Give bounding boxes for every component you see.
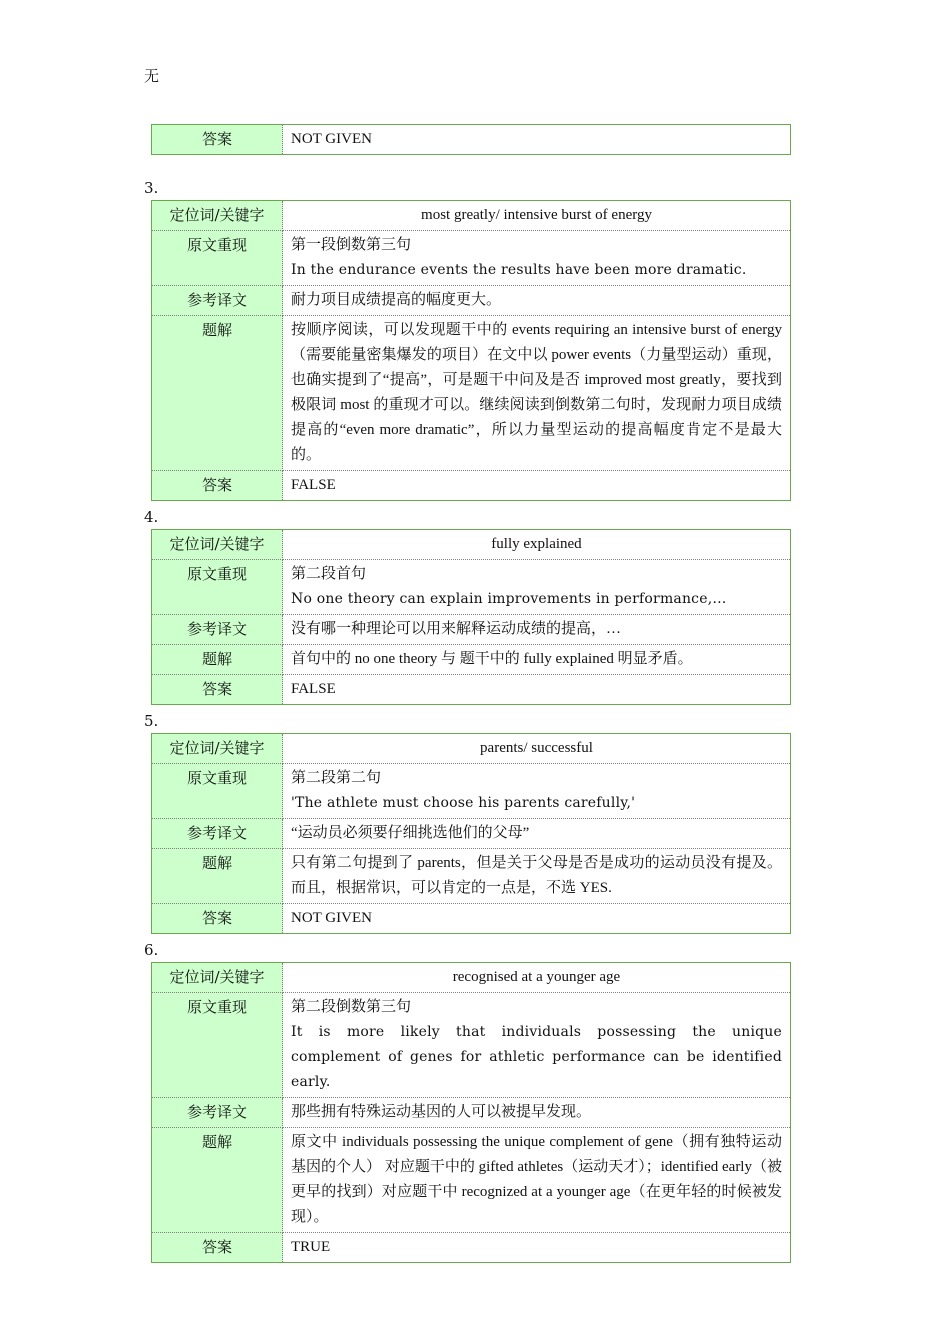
source-cell [283, 764, 791, 819]
answer-label: 答案 [152, 471, 283, 501]
keyword-row [152, 530, 791, 560]
source-location: 第二段首句 [291, 566, 367, 582]
question-table-4 [151, 529, 791, 705]
translation-text: 耐力项目成绩提高的幅度更大。 [283, 286, 791, 316]
explain-row [152, 645, 791, 675]
explain-label: 题解 [152, 645, 283, 675]
source-location: 第二段第二句 [291, 770, 382, 786]
translation-label: 参考译文 [152, 286, 283, 316]
translation-label: 参考译文 [152, 615, 283, 645]
source-label: 原文重现 [152, 231, 283, 286]
answer-row [152, 1233, 791, 1263]
source-row [152, 993, 791, 1098]
answer-value: NOT GIVEN [283, 904, 791, 934]
explain-text: 原文中 individuals possessing the unique complement of gene（拥有独特运动基因的个人） 对应题干中的 gifted athletes（运动天才）；identified early（被更早的找到）对应题干中 recognized at a younger age（在更年轻的时候被发现）。 [283, 1128, 791, 1233]
source-location: 第一段倒数第三句 [291, 237, 412, 253]
keyword-value: fully explained [283, 530, 791, 560]
answer-label: 答案 [152, 1233, 283, 1263]
explain-label: 题解 [152, 1128, 283, 1233]
question-table-5 [151, 733, 791, 934]
prelude-text: 无 [144, 67, 160, 85]
answer-value: FALSE [283, 675, 791, 705]
source-row [152, 231, 791, 286]
keyword-value: most greatly/ intensive burst of energy [283, 201, 791, 231]
translation-row [152, 819, 791, 849]
answer-value: FALSE [283, 471, 791, 501]
answer-label: 答案 [152, 675, 283, 705]
answer-row [152, 471, 791, 501]
answer-value: NOT GIVEN [283, 125, 791, 155]
explain-text: 按顺序阅读，可以发现题干中的 events requiring an intensive burst of energy（需要能量密集爆发的项目）在文中以 power events（力量型运动）重现，也确实提到了“提高”，可是题干中问及是否 improved most greatly，要找到极限词 most 的重现才可以。继续阅读到倒数第二句时，发现耐力项目成绩提高的“even more dramatic”，所以力量型运动的提高幅度肯定不是最大的。 [283, 316, 791, 471]
keyword-row [152, 963, 791, 993]
source-text: 'The athlete must choose his parents carefully,' [291, 795, 636, 811]
question-number: 4. [144, 508, 159, 526]
source-label: 原文重现 [152, 993, 283, 1098]
source-label: 原文重现 [152, 764, 283, 819]
translation-row [152, 1098, 791, 1128]
source-location: 第二段倒数第三句 [291, 999, 412, 1015]
source-row [152, 764, 791, 819]
answer-row [152, 904, 791, 934]
source-text: It is more likely that individuals possessing the unique complement of genes for athletic performance can be identified early. [291, 1024, 782, 1090]
source-text: In the endurance events the results have been more dramatic. [291, 262, 747, 278]
explain-row [152, 316, 791, 471]
translation-label: 参考译文 [152, 819, 283, 849]
explain-row [152, 849, 791, 904]
translation-text: “运动员必须要仔细挑选他们的父母” [283, 819, 791, 849]
keyword-row [152, 734, 791, 764]
source-text: No one theory can explain improvements in performance,… [291, 591, 727, 607]
answer-label: 答案 [152, 125, 283, 155]
source-cell [283, 231, 791, 286]
explain-label: 题解 [152, 316, 283, 471]
keyword-label: 定位词/关键字 [152, 734, 283, 764]
answer-row [152, 125, 791, 155]
answer-table-2 [151, 124, 791, 155]
translation-text: 那些拥有特殊运动基因的人可以被提早发现。 [283, 1098, 791, 1128]
translation-text: 没有哪一种理论可以用来解释运动成绩的提高，… [283, 615, 791, 645]
keyword-value: parents/ successful [283, 734, 791, 764]
keyword-label: 定位词/关键字 [152, 963, 283, 993]
question-table-3 [151, 200, 791, 501]
question-number: 5. [144, 712, 159, 730]
explain-text: 首句中的 no one theory 与 题干中的 fully explained 明显矛盾。 [283, 645, 791, 675]
explain-row [152, 1128, 791, 1233]
translation-label: 参考译文 [152, 1098, 283, 1128]
keyword-label: 定位词/关键字 [152, 201, 283, 231]
answer-value: TRUE [283, 1233, 791, 1263]
question-table-6 [151, 962, 791, 1263]
source-label: 原文重现 [152, 560, 283, 615]
translation-row [152, 286, 791, 316]
source-row [152, 560, 791, 615]
explain-text: 只有第二句提到了 parents，但是关于父母是否是成功的运动员没有提及。而且，根据常识，可以肯定的一点是，不选 YES. [283, 849, 791, 904]
question-number: 6. [144, 941, 159, 959]
translation-row [152, 615, 791, 645]
question-number: 3. [144, 179, 159, 197]
keyword-label: 定位词/关键字 [152, 530, 283, 560]
answer-row [152, 675, 791, 705]
explain-label: 题解 [152, 849, 283, 904]
keyword-value: recognised at a younger age [283, 963, 791, 993]
source-cell [283, 993, 791, 1098]
source-cell [283, 560, 791, 615]
answer-label: 答案 [152, 904, 283, 934]
keyword-row [152, 201, 791, 231]
